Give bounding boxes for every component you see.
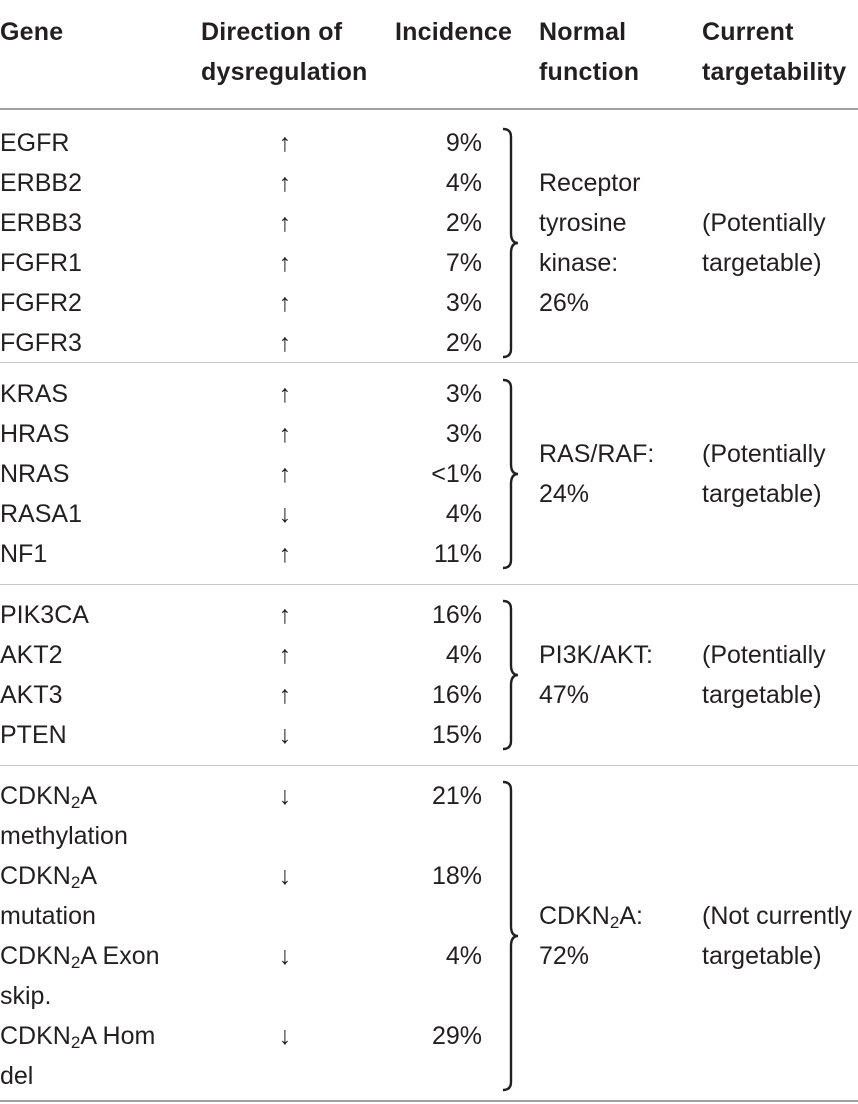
targetability-line: (Potentially: [702, 440, 826, 468]
arrow-up-icon: ↑: [278, 329, 292, 357]
incidence-value: 21%: [431, 782, 482, 810]
targetability: [702, 203, 826, 283]
targetability-line: (Not currently: [702, 902, 853, 930]
gene-name: [0, 203, 82, 243]
targetability-line: (Potentially: [702, 209, 826, 237]
gene-name: [0, 936, 160, 1016]
gene-name-line: RASA1: [0, 500, 82, 528]
incidence-value: 4%: [445, 942, 482, 970]
gene-name-line: $CDKN_2A$: [0, 782, 97, 812]
gene-name: [0, 534, 47, 574]
incidence-value: 3%: [445, 380, 482, 408]
header-function: [539, 12, 639, 92]
targetability-line: (Potentially: [702, 641, 826, 669]
gene-name: [0, 635, 63, 675]
header-function-line-2: function: [539, 58, 640, 86]
gene-name: [0, 856, 97, 936]
arrow-up-icon: ↑: [278, 380, 292, 408]
incidence-value: 3%: [445, 420, 482, 448]
gene-name-line: ERBB3: [0, 209, 82, 237]
header-target-line-2: targetability: [702, 58, 847, 86]
group-divider: [0, 765, 858, 766]
targetability: [702, 896, 852, 976]
gene-name-line: AKT3: [0, 681, 63, 709]
gene-name-line: AKT2: [0, 641, 63, 669]
gene-name-line: FGFR3: [0, 329, 82, 357]
incidence-value: 18%: [431, 862, 482, 890]
normal-function-line: 72%: [539, 942, 590, 970]
arrow-down-icon: ↓: [278, 942, 292, 970]
gene-name-line: $CDKN_2A$ Hom: [0, 1022, 156, 1052]
gene-name-line: NF1: [0, 540, 48, 568]
arrow-up-icon: ↑: [278, 289, 292, 317]
gene-name: [0, 454, 69, 494]
gene-name-line: $CDKN_2A$ Exon: [0, 942, 160, 972]
header-target: [702, 12, 846, 92]
arrow-up-icon: ↑: [278, 209, 292, 237]
normal-function-line: Receptor: [539, 169, 641, 197]
gene-name-line: FGFR1: [0, 249, 82, 277]
gene-name: [0, 374, 68, 414]
normal-function-line: kinase:: [539, 249, 619, 277]
arrow-up-icon: ↑: [278, 460, 292, 488]
targetability-line: targetable): [702, 480, 822, 508]
normal-function-line: tyrosine: [539, 209, 627, 237]
arrow-up-icon: ↑: [278, 681, 292, 709]
header-rule: [0, 108, 858, 110]
incidence-value: 2%: [445, 209, 482, 237]
incidence-value: 4%: [445, 169, 482, 197]
gene-name: [0, 243, 82, 283]
group-brace: [502, 780, 526, 1092]
incidence-value: 16%: [431, 681, 482, 709]
incidence-value: 29%: [431, 1022, 482, 1050]
gene-name-line: NRAS: [0, 460, 70, 488]
gene-name-line: KRAS: [0, 380, 69, 408]
normal-function: [539, 434, 654, 514]
gene-name-line: EGFR: [0, 129, 70, 157]
targetability-line: targetable): [702, 942, 822, 970]
incidence-value: 11%: [433, 540, 482, 568]
incidence-value: 3%: [445, 289, 482, 317]
gene-name-line: ERBB2: [0, 169, 82, 197]
arrow-up-icon: ↑: [278, 169, 292, 197]
gene-name-line: skip.: [0, 982, 52, 1010]
gene-name: [0, 123, 69, 163]
gene-name: [0, 494, 82, 534]
arrow-up-icon: ↑: [278, 129, 292, 157]
normal-function: [539, 635, 653, 715]
gene-name: [0, 283, 82, 323]
incidence-value: 7%: [445, 249, 482, 277]
gene-name-line: HRAS: [0, 420, 70, 448]
incidence-value: 4%: [445, 500, 482, 528]
gene-name: [0, 414, 69, 454]
header-function-line-1: Normal: [539, 18, 627, 46]
gene-name: [0, 675, 63, 715]
arrow-down-icon: ↓: [278, 862, 292, 890]
header-direction-line-2: dysregulation: [201, 58, 368, 86]
incidence-value: 15%: [431, 721, 482, 749]
gene-name: [0, 323, 82, 363]
normal-function: [539, 163, 640, 323]
group-brace: [502, 378, 526, 570]
arrow-down-icon: ↓: [278, 1022, 292, 1050]
incidence-value: 9%: [445, 129, 482, 157]
group-divider: [0, 362, 858, 363]
incidence-value: 16%: [431, 601, 482, 629]
normal-function-line: 24%: [539, 480, 590, 508]
arrow-down-icon: ↓: [278, 500, 292, 528]
arrow-down-icon: ↓: [278, 721, 292, 749]
targetability: [702, 434, 826, 514]
normal-function-line: RAS/RAF:: [539, 440, 655, 468]
header-direction: [201, 12, 368, 92]
group-brace: [502, 599, 526, 751]
gene-name: [0, 595, 89, 635]
arrow-down-icon: ↓: [278, 782, 292, 810]
arrow-up-icon: ↑: [278, 249, 292, 277]
arrow-up-icon: ↑: [278, 641, 292, 669]
arrow-up-icon: ↑: [278, 601, 292, 629]
gene-name-line: mutation: [0, 902, 96, 930]
incidence-value: 4%: [445, 641, 482, 669]
normal-function-line: PI3K/AKT:: [539, 641, 653, 669]
gene-name-line: $CDKN_2A$: [0, 862, 97, 892]
targetability-line: targetable): [702, 681, 822, 709]
gene-name-line: PTEN: [0, 721, 67, 749]
gene-name-line: FGFR2: [0, 289, 82, 317]
arrow-up-icon: ↑: [278, 540, 292, 568]
group-brace: [502, 127, 526, 359]
normal-function-line: 26%: [539, 289, 590, 317]
group-divider: [0, 584, 858, 585]
gene-name: [0, 1016, 155, 1096]
gene-name-line: methylation: [0, 822, 128, 850]
bottom-rule: [0, 1100, 858, 1102]
header-direction-line-1: Direction of: [201, 18, 343, 46]
gene-name: [0, 163, 82, 203]
incidence-value: 2%: [445, 329, 482, 357]
normal-function-line: 47%: [539, 681, 590, 709]
gene-name: [0, 715, 67, 755]
normal-function-line: $CDKN_2A$:: [539, 902, 643, 932]
arrow-up-icon: ↑: [278, 420, 292, 448]
gene-name: [0, 776, 128, 856]
header-target-line-1: Current: [702, 18, 794, 46]
header-gene: Gene: [0, 18, 64, 46]
targetability-line: targetable): [702, 249, 822, 277]
incidence-value: <1%: [431, 460, 482, 488]
header-incidence: Incidence: [395, 18, 513, 46]
targetability: [702, 635, 826, 715]
gene-name-line: PIK3CA: [0, 601, 89, 629]
gene-name-line: del: [0, 1062, 34, 1090]
normal-function: [539, 896, 643, 976]
